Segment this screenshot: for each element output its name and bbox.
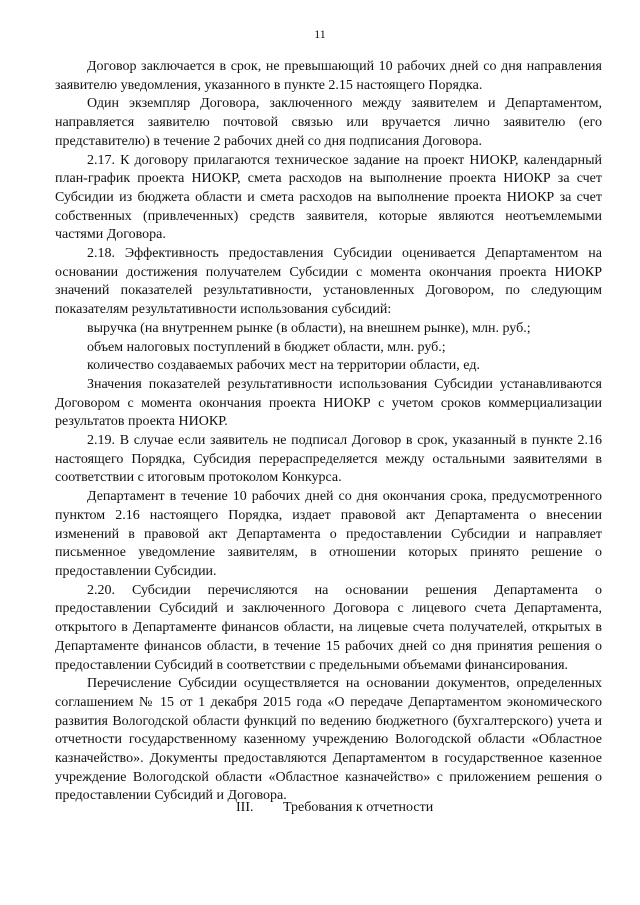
paragraph-2-17: 2.17. К договору прилагаются техническое задание на проект НИОКР, календарный план-график проекта НИОКР, смета расходов на выполнение проекта НИОКР за счет Субсидии из бюджета области и смета расходов на выполнение проекта НИОКР за счет собственных (привлеченных) средств заявителя, которые являются неотъемлемыми частями Договора. <box>55 152 602 243</box>
document-body <box>55 58 602 806</box>
paragraph-2-18: 2.18. Эффективность предоставления Субсидии оценивается Департаментом на основании достижения получателем Субсидии с момента окончания проекта НИОКР значений показателей результативности, установленных Договором, по следующим показателям результативности использования субсидий: <box>55 246 602 318</box>
paragraph-transfer: Перечисление Субсидии осуществляется на основании документов, определенных соглашением № 15 от 1 декабря 2015 года «О передаче Департаментом экономического развития Вологодской области функций по ведению бюджетного (бухгалтерского) учета и отчетности государственному казенному учреждению Вологодской области «Областное казначейство». Документы предоставляются Департаментом в государственное казенное учреждение Вологодской области «Областное казначейство» с приложением решения о предоставлении Субсидий и Договора. <box>55 676 602 804</box>
indicator-revenue: выручка (на внутреннем рынке (в области), на внешнем рынке), млн. руб.; <box>87 320 531 336</box>
paragraph-department-act: Департамент в течение 10 рабочих дней со дня окончания срока, предусмотренного пунктом 2.16 настоящего Порядка, издает правовой акт Департамента о внесении изменений в правовой акт Департамента о предоставлении Субсидии и направляет письменное уведомление заявителям, в отношении которых принято решение о предоставлении Субсидии. <box>55 489 602 579</box>
paragraph-contract-copy: Один экземпляр Договора, заключенного между заявителем и Департаментом, направляется заявителю почтовой связью или вручается лично заявителю (его представителю) в течение 2 рабочих дней со дня подписания Договора. <box>55 96 602 149</box>
paragraph-2-19: 2.19. В случае если заявитель не подписал Договор в срок, указанный в пункте 2.16 настоящего Порядка, Субсидия перераспределяется между остальными заявителями в соответствии с итоговым протоколом Конкурса. <box>55 433 602 486</box>
section-title: Требования к отчетности <box>283 800 434 815</box>
paragraph-indicator-values: Значения показателей результативности использования Субсидии устанавливаются Договором с момента окончания проекта НИОКР с учетом сроков коммерциализации результатов проекта НИОКР. <box>55 376 602 430</box>
page-number: 11 <box>314 27 326 41</box>
paragraph-2-20: 2.20. Субсидии перечисляются на основании решения Департамента о предоставлении Субсидий и заключенного Договора с лицевого счета Департамента, открытого в Департаменте финансов области, на лицевые счета получателей, открытых в Департаменте финансов области, в течение 15 рабочих дней со дня принятия решения о предоставлении Субсидий в соответствии с предельными объемами финансирования. <box>55 582 602 673</box>
indicator-jobs: количество создаваемых рабочих мест на территории области, ед. <box>87 358 480 374</box>
indicator-tax: объем налоговых поступлений в бюджет области, млн. руб.; <box>87 339 446 355</box>
paragraph-contract-term: Договор заключается в срок, не превышающий 10 рабочих дней со дня направления заявителю уведомления, указанного в пункте 2.15 настоящего Порядка. <box>55 59 602 93</box>
section-number: III. <box>236 800 254 815</box>
